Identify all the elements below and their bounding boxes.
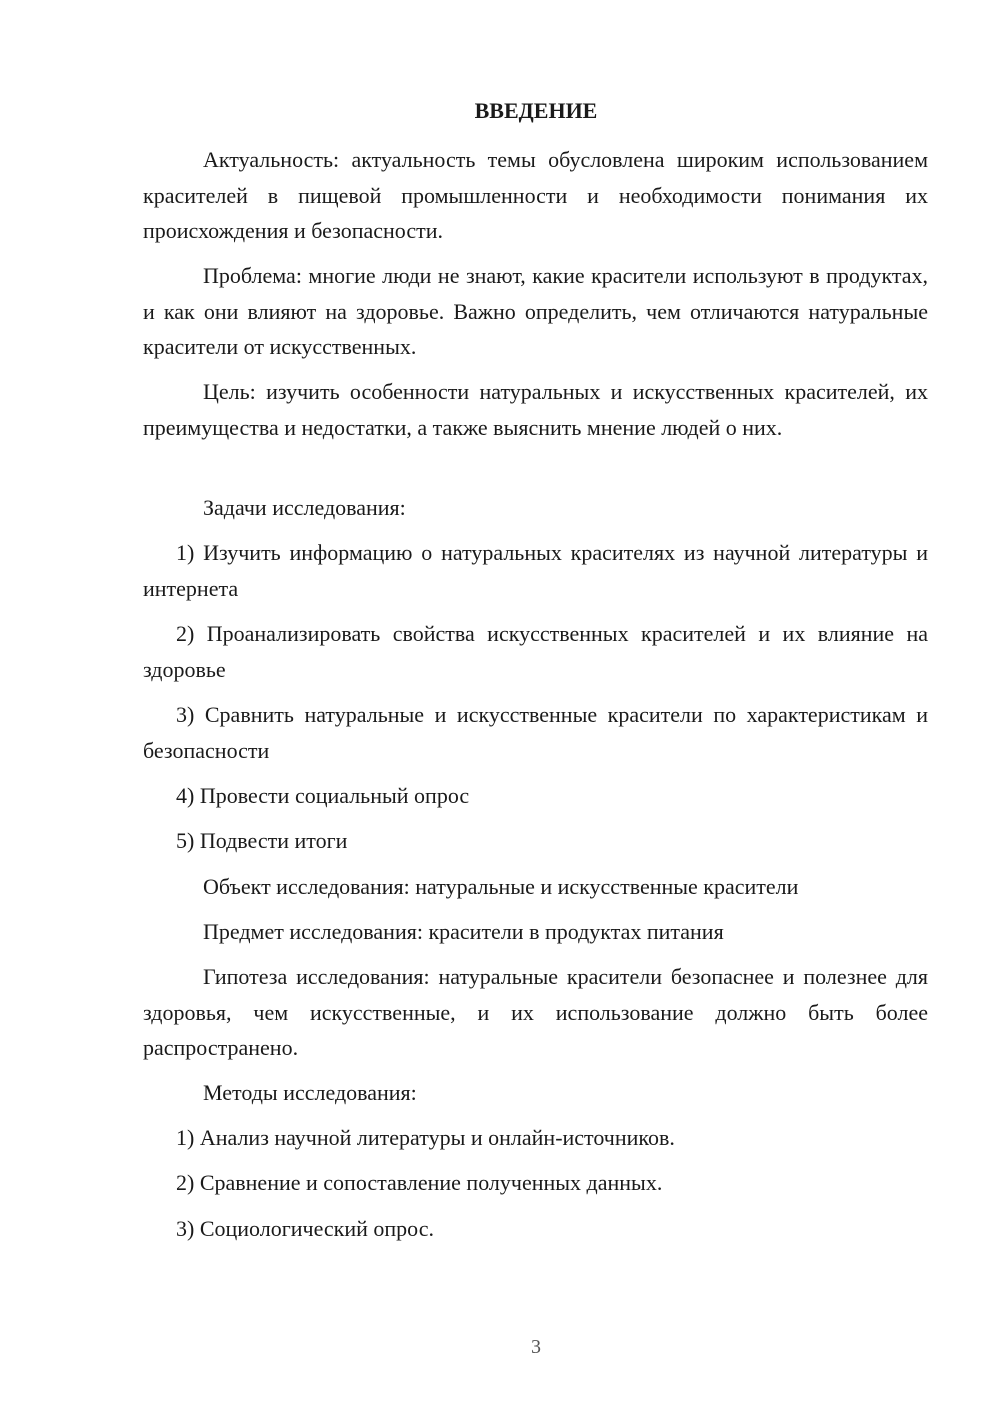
task-item: 4) Провести социальный опрос	[176, 783, 470, 808]
page-number: 3	[531, 1336, 541, 1358]
problem-paragraph: Проблема: многие люди не знают, какие красители используют в продуктах, и как они влияют на здоровье. Важно определить, чем отличаются натуральные красители от искусственных.	[143, 263, 928, 359]
method-item: 2) Сравнение и сопоставление полученных данных.	[176, 1170, 663, 1195]
task-item: 1) Изучить информацию о натуральных красителях из научной литературы и интернета	[143, 540, 928, 601]
tasks-title: Задачи исследования:	[203, 495, 406, 520]
method-item: 3) Социологический опрос.	[176, 1216, 434, 1241]
methods-title: Методы исследования:	[203, 1080, 417, 1105]
hypothesis-paragraph: Гипотеза исследования: натуральные красители безопаснее и полезнее для здоровья, чем искусственные, и их использование должно быть более распространено.	[143, 964, 928, 1060]
task-item: 2) Проанализировать свойства искусственных красителей и их влияние на здоровье	[143, 621, 928, 682]
goal-paragraph: Цель: изучить особенности натуральных и искусственных красителей, их преимущества и недостатки, а также выяснить мнение людей о них.	[143, 379, 928, 440]
object-paragraph: Объект исследования: натуральные и искусственные красители	[203, 874, 799, 899]
task-item: 3) Сравнить натуральные и искусственные красители по характеристикам и безопасности	[143, 702, 928, 763]
section-heading: ВВЕДЕНИЕ	[474, 98, 598, 123]
task-item: 5) Подвести итоги	[176, 828, 348, 853]
subject-paragraph: Предмет исследования: красители в продуктах питания	[203, 919, 724, 944]
method-item: 1) Анализ научной литературы и онлайн-источников.	[176, 1125, 675, 1150]
relevance-paragraph: Актуальность: актуальность темы обусловлена широким использованием красителей в пищевой промышленности и необходимости понимания их происхождения и безопасности.	[143, 147, 928, 243]
